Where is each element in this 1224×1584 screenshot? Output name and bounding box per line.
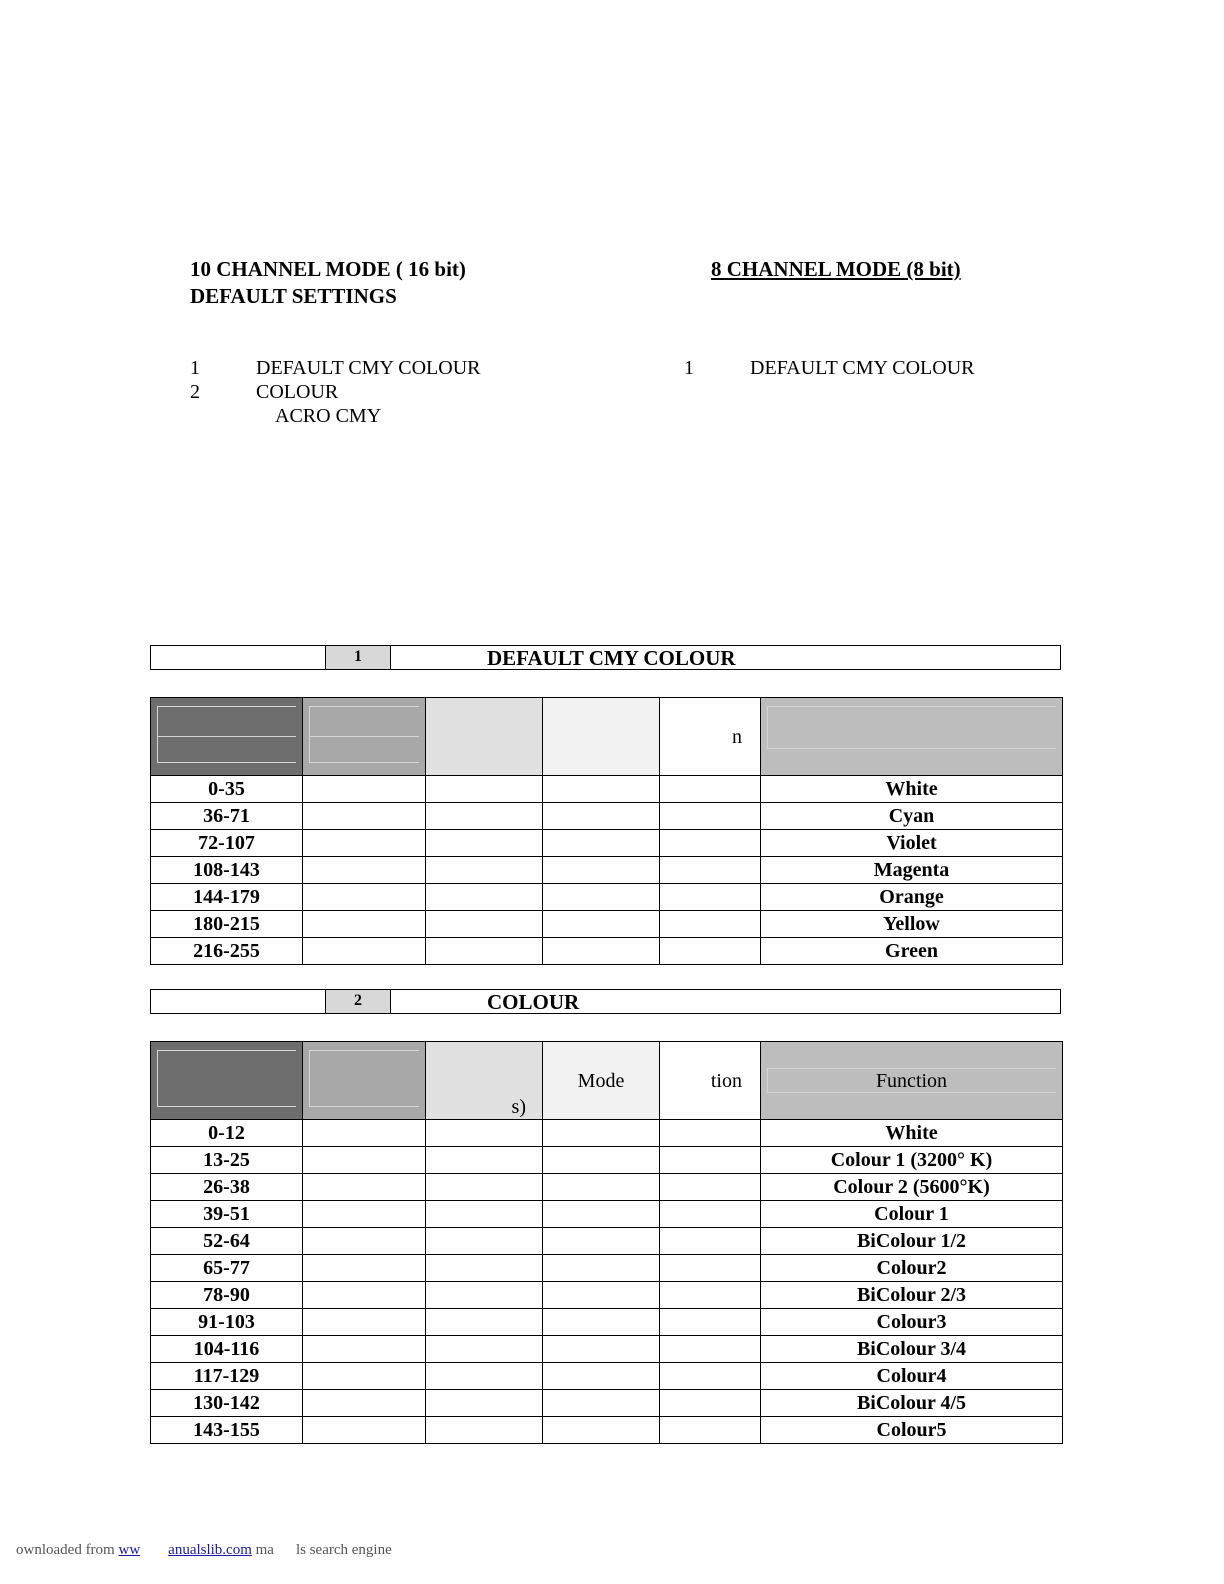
section2-empty-cell [543, 1336, 660, 1363]
section1-function-cell: White [761, 776, 1063, 803]
section2-header-cell-function [761, 1042, 1063, 1120]
section1-empty-cell [660, 830, 761, 857]
section2-range-cell: 117-129 [151, 1363, 303, 1390]
section2-range-cell: 143-155 [151, 1417, 303, 1444]
section1-row [151, 803, 1063, 830]
section2-empty-cell [426, 1120, 543, 1147]
section2-empty-cell [543, 1255, 660, 1282]
section2-empty-cell [426, 1363, 543, 1390]
section2-empty-cell [303, 1417, 426, 1444]
section2-empty-cell [660, 1363, 761, 1390]
section1-header-cell-range [151, 698, 303, 776]
section1-title: DEFAULT CMY COLOUR [487, 646, 736, 670]
section1-empty-cell [660, 803, 761, 830]
right-list-num-1: 1 [684, 357, 694, 379]
section2-function-cell: BiColour 2/3 [761, 1282, 1063, 1309]
section2-function-cell: BiColour 4/5 [761, 1390, 1063, 1417]
section2-row [151, 1363, 1063, 1390]
section1-table [150, 697, 1063, 965]
section2-table [150, 1041, 1063, 1444]
section2-row [151, 1255, 1063, 1282]
section1-empty-cell [660, 884, 761, 911]
section2-row [151, 1390, 1063, 1417]
section2-header-col3: Mode [577, 1069, 625, 1092]
section2-empty-cell [303, 1309, 426, 1336]
section1-row [151, 884, 1063, 911]
section2-empty-cell [660, 1147, 761, 1174]
section2-range-cell: 0-12 [151, 1120, 303, 1147]
section2-empty-cell [303, 1336, 426, 1363]
section1-empty-cell [660, 938, 761, 965]
section2-function-cell: White [761, 1120, 1063, 1147]
section2-header-row [151, 1042, 1063, 1120]
section1-range-cell: 72-107 [151, 830, 303, 857]
section2-function-cell: Colour 2 (5600°K) [761, 1174, 1063, 1201]
section2-empty-cell [543, 1417, 660, 1444]
left-list-num-1: 1 [190, 357, 200, 379]
section2-empty-cell [543, 1174, 660, 1201]
section2-function-cell: Colour 1 [761, 1201, 1063, 1228]
section2-range-cell: 104-116 [151, 1336, 303, 1363]
section1-function-cell: Yellow [761, 911, 1063, 938]
section2-empty-cell [543, 1282, 660, 1309]
section2-empty-cell [660, 1417, 761, 1444]
section1-empty-cell [426, 884, 543, 911]
section2-header-col4: tion [710, 1069, 742, 1092]
section1-header-cell-4 [660, 698, 761, 776]
section2-header-cell-3 [543, 1042, 660, 1120]
section2-empty-cell [660, 1228, 761, 1255]
section2-function-cell: Colour 1 (3200° K) [761, 1147, 1063, 1174]
section2-row [151, 1309, 1063, 1336]
section2-row [151, 1282, 1063, 1309]
section2-row [151, 1228, 1063, 1255]
section2-range-cell: 65-77 [151, 1255, 303, 1282]
section2-function-cell: Colour3 [761, 1309, 1063, 1336]
section2-range-cell: 78-90 [151, 1282, 303, 1309]
section2-function-cell: Colour5 [761, 1417, 1063, 1444]
section2-empty-cell [426, 1147, 543, 1174]
footer-suffix: ls search engine [295, 1542, 392, 1558]
section1-empty-cell [303, 884, 426, 911]
section2-empty-cell [660, 1255, 761, 1282]
section2-empty-cell [426, 1255, 543, 1282]
section2-empty-cell [543, 1120, 660, 1147]
section1-empty-cell [660, 857, 761, 884]
section2-row [151, 1174, 1063, 1201]
section2-empty-cell [543, 1390, 660, 1417]
section2-empty-cell [303, 1174, 426, 1201]
section1-row [151, 911, 1063, 938]
section1-empty-cell [426, 857, 543, 884]
section2-empty-cell [660, 1309, 761, 1336]
section2-empty-cell [303, 1363, 426, 1390]
footer-middle: ma [251, 1542, 274, 1558]
section2-header-cell-4 [660, 1042, 761, 1120]
section1-header-row [151, 698, 1063, 776]
section1-empty-cell [543, 938, 660, 965]
section2-empty-cell [426, 1417, 543, 1444]
section1-empty-cell [303, 911, 426, 938]
section1-empty-cell [660, 911, 761, 938]
section2-empty-cell [660, 1120, 761, 1147]
section1-row [151, 830, 1063, 857]
section1-function-cell: Orange [761, 884, 1063, 911]
section2-empty-cell [303, 1120, 426, 1147]
section1-title-bar [150, 645, 1061, 670]
section1-empty-cell [543, 911, 660, 938]
right-list-label-1: DEFAULT CMY COLOUR [750, 357, 975, 379]
section2-range-cell: 13-25 [151, 1147, 303, 1174]
section2-empty-cell [303, 1282, 426, 1309]
section2-empty-cell [660, 1174, 761, 1201]
section1-range-cell: 108-143 [151, 857, 303, 884]
section2-row [151, 1417, 1063, 1444]
right-title: 8 CHANNEL MODE (8 bit) [711, 257, 961, 281]
section2-empty-cell [543, 1363, 660, 1390]
section2-header-col2: s) [511, 1096, 526, 1118]
section1-empty-cell [303, 776, 426, 803]
section2-empty-cell [303, 1228, 426, 1255]
section2-empty-cell [426, 1282, 543, 1309]
section2-empty-cell [426, 1336, 543, 1363]
section1-channel-number: 1 [325, 646, 391, 669]
section2-empty-cell [303, 1255, 426, 1282]
section2-range-cell: 39-51 [151, 1201, 303, 1228]
footer-link-2[interactable]: anualslib.com [168, 1542, 252, 1558]
section1-row [151, 857, 1063, 884]
section2-empty-cell [543, 1147, 660, 1174]
section1-function-cell: Cyan [761, 803, 1063, 830]
section1-empty-cell [303, 857, 426, 884]
section1-empty-cell [426, 776, 543, 803]
section1-empty-cell [660, 776, 761, 803]
footer [16, 1542, 392, 1559]
section1-range-cell: 180-215 [151, 911, 303, 938]
section1-header-fragment: n [732, 725, 742, 748]
section2-empty-cell [543, 1309, 660, 1336]
section1-empty-cell [426, 803, 543, 830]
section2-empty-cell [543, 1228, 660, 1255]
section1-empty-cell [543, 803, 660, 830]
section1-empty-cell [303, 938, 426, 965]
section1-function-cell: Violet [761, 830, 1063, 857]
section1-header-cell-function [761, 698, 1063, 776]
section1-function-cell: Green [761, 938, 1063, 965]
section2-empty-cell [303, 1147, 426, 1174]
section1-header-cell-2 [426, 698, 543, 776]
section1-empty-cell [543, 884, 660, 911]
section2-empty-cell [543, 1201, 660, 1228]
section1-row [151, 776, 1063, 803]
section2-empty-cell [660, 1390, 761, 1417]
section2-range-cell: 91-103 [151, 1309, 303, 1336]
section1-empty-cell [426, 830, 543, 857]
section2-function-cell: BiColour 1/2 [761, 1228, 1063, 1255]
left-list-label-3: ACRO CMY [275, 405, 382, 427]
left-title-line2: DEFAULT SETTINGS [190, 284, 397, 308]
section2-header-cell-1 [303, 1042, 426, 1120]
section2-range-cell: 52-64 [151, 1228, 303, 1255]
section2-empty-cell [426, 1228, 543, 1255]
footer-prefix: ownloaded from [16, 1542, 119, 1558]
section2-empty-cell [660, 1201, 761, 1228]
section2-row [151, 1147, 1063, 1174]
section2-empty-cell [426, 1174, 543, 1201]
section1-header-cell-3 [543, 698, 660, 776]
section2-function-cell: Colour4 [761, 1363, 1063, 1390]
section2-row [151, 1120, 1063, 1147]
left-list-label-2: COLOUR [256, 381, 339, 403]
section1-empty-cell [303, 803, 426, 830]
section2-function-cell: BiColour 3/4 [761, 1336, 1063, 1363]
section2-empty-cell [426, 1309, 543, 1336]
section1-empty-cell [543, 857, 660, 884]
section1-row [151, 938, 1063, 965]
section2-row [151, 1201, 1063, 1228]
left-title-line1: 10 CHANNEL MODE ( 16 bit) [190, 257, 466, 281]
left-list-label-1: DEFAULT CMY COLOUR [256, 357, 481, 379]
section2-empty-cell [426, 1390, 543, 1417]
section1-function-cell: Magenta [761, 857, 1063, 884]
section1-header-cell-1 [303, 698, 426, 776]
section2-title: COLOUR [487, 990, 580, 1014]
section2-header-cell-range [151, 1042, 303, 1120]
section2-empty-cell [303, 1201, 426, 1228]
section2-empty-cell [660, 1282, 761, 1309]
section1-range-cell: 0-35 [151, 776, 303, 803]
section2-header-cell-2 [426, 1042, 543, 1120]
section2-range-cell: 26-38 [151, 1174, 303, 1201]
section2-title-bar [150, 989, 1061, 1014]
section1-empty-cell [426, 911, 543, 938]
section2-empty-cell [660, 1336, 761, 1363]
section1-empty-cell [303, 830, 426, 857]
section2-empty-cell [303, 1390, 426, 1417]
section2-header-col5: Function [875, 1069, 948, 1092]
section2-function-cell: Colour2 [761, 1255, 1063, 1282]
section1-range-cell: 36-71 [151, 803, 303, 830]
section2-range-cell: 130-142 [151, 1390, 303, 1417]
section1-empty-cell [543, 776, 660, 803]
section1-empty-cell [543, 830, 660, 857]
section2-empty-cell [426, 1201, 543, 1228]
footer-link-1[interactable]: ww [118, 1542, 141, 1558]
section1-empty-cell [426, 938, 543, 965]
section1-range-cell: 144-179 [151, 884, 303, 911]
section2-channel-number: 2 [325, 990, 391, 1013]
section2-row [151, 1336, 1063, 1363]
left-list-num-2: 2 [190, 381, 200, 403]
section1-range-cell: 216-255 [151, 938, 303, 965]
